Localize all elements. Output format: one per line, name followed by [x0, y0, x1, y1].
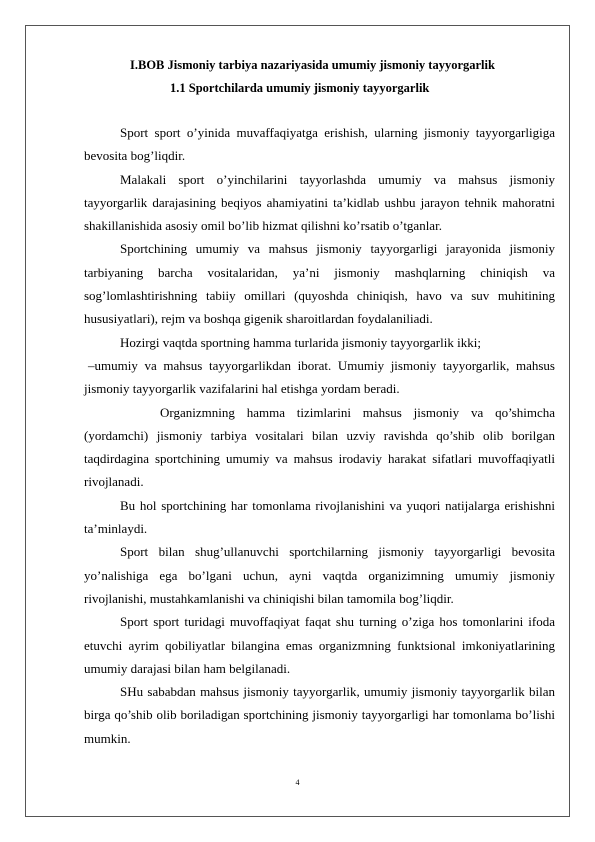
- paragraph-3: Sportchining umumiy va mahsus jismoniy tayyorgarligi jarayonida jismoniy tarbiyaning barcha vositalaridan, ya’ni jismoniy mashqlarning chiniqish va sog’lomlashtirishning tabiiy omillari (quyoshda chiniqish, havo va suv muhitining hususiyatlari), rejm va boshqa gigenik sharoitlardan foydalaniliadi.: [84, 241, 555, 327]
- body-text: [84, 121, 555, 750]
- page-number: 4: [295, 778, 300, 787]
- paragraph-2: Malakali sport o’yinchilarini tayyorlashda umumiy va mahsus jismoniy tayyorgarlik darajasining beqiyos ahamiyatini ta’kidlab ushbu jarayon tehnik mahoratni shakillanishida asosiy omil bo’lib hizmat qilishni ko’rsatib o’tganlar.: [84, 171, 555, 234]
- paragraph-4: Hozirgi vaqtda sportning hamma turlarida jismoniy tayyorgarlik ikki;: [120, 334, 481, 350]
- paragraph-10: SHu sababdan mahsus jismoniy tayyorgarlik, umumiy jismoniy tayyorgarlik bilan birga qo’shib olib boriladigan sportchining jismoniy tayyorgarligi har tomonlama bo’lishi mumkin.: [84, 684, 555, 746]
- paragraph-6: Organizmning hamma tizimlarini mahsus jismoniy va qo’shimcha (yordamchi) jismoniy tarbiya vositalari bilan uzviy ravishda qo’shib olib borilgan taqdirdagina sportchining umumiy va mahsus irodaviy harakat sifatlari muvoffaqiyatli rivojlanadi.: [84, 404, 555, 490]
- paragraph-5: –umumiy va mahsus tayyorgarlikdan iborat. Umumiy jismoniy tayyorgarlik, mahsus jismoniy tayyorgarlik vazifalarini hal etishga yordam beradi.: [84, 357, 555, 397]
- paragraph-9: Sport sport turidagi muvoffaqiyat faqat shu turning o’ziga hos tomonlarini ifoda etuvchi ayrim qobiliyatlar bilangina emas organizmning funktsional imkoniyatlarining umumiy darajasi bilan ham belgilanadi.: [84, 614, 555, 676]
- paragraph-8: Sport bilan shug’ullanuvchi sportchilarning jismoniy tayyorgarligi bevosita yo’nalishiga ega bo’lgani uchun, ayni vaqtda organizimning umumiy jismoniy rivojlanishi, mustahkamlanishi va chiniqishi bilan tamomila bog’liqdir.: [84, 544, 555, 606]
- paragraph-7: Bu hol sportchining har tomonlama rivojlanishini va yuqori natijalarga erishishni ta’minlaydi.: [84, 497, 555, 537]
- paragraph-1: Sport sport o’yinida muvaffaqiyatga erishish, ularning jismoniy tayyorgarligiga bevosita bog’liqdir.: [84, 125, 555, 164]
